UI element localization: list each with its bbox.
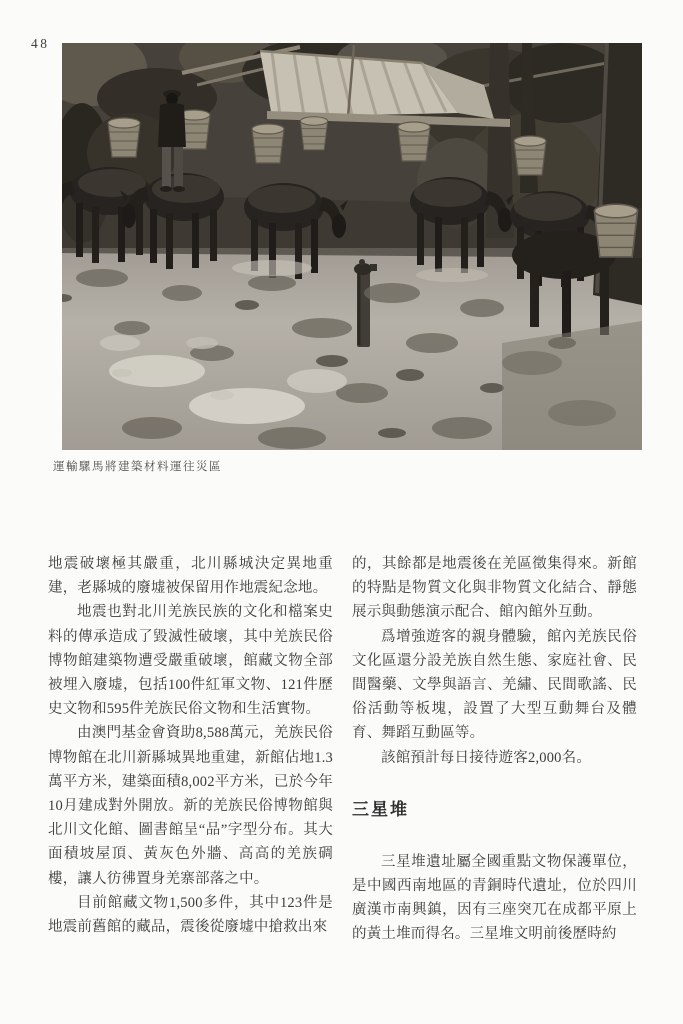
paragraph: 地震也對北川羌族民族的文化和檔案史料的傳承造成了毀滅性破壞，其中羌族民俗博物館建築物遭受嚴重破壞，館藏文物全部被埋入廢墟，包括100件紅軍文物、121件歷史文物和595件羌族民俗文物和生活實物。 (48, 604, 333, 718)
paragraph: 由澳門基金會資助8,588萬元，羌族民俗博物館在北川新縣城異地重建，新館佔地1.3萬平方米，建築面積8,002平方米，已於今年10月建成對外開放。新的羌族民俗博物館與北川文化館、圖書館呈“品”字型分布。其大面積坡屋頂、黃灰色外牆、高高的羌族碉樓，讓人彷彿置身羌寨部落之中。 (48, 725, 333, 887)
paragraph: 三星堆遺址屬全國重點文物保護單位，是中國西南地區的青銅時代遺址，位於四川廣漢市南興鎮，因有三座突兀在成都平原上的黃土堆而得名。三星堆文明前後歷時約 (352, 853, 637, 943)
photo-mule-caravan (62, 43, 642, 450)
paragraph: 該館預計每日接待遊客2,000名。 (381, 749, 592, 766)
paragraph: 爲增強遊客的親身體驗，館內羌族民俗文化區還分設羌族自然生態、家庭社會、民間醫藥、文學與語言、羌繡、民間歌謠、民俗活動等板塊，設置了大型互動舞台及體育、舞蹈互動區等。 (352, 628, 637, 742)
paragraph: 的，其餘都是地震後在羌區徵集得來。新館的特點是物質文化與非物質文化結合、靜態展示與動態演示配合、館內館外互動。 (352, 556, 637, 621)
paragraph: 地震破壞極其嚴重，北川縣城決定異地重建，老縣城的廢墟被保留用作地震紀念地。 (48, 556, 333, 597)
right-text-column (352, 552, 637, 947)
left-text-column (48, 552, 333, 939)
paragraph: 目前館藏文物1,500多件，其中123件是地震前舊館的藏品，震後從廢墟中搶救出來 (48, 894, 333, 936)
page-number: 48 (31, 36, 50, 51)
photo-illustration (62, 43, 642, 450)
section-heading-sanxingdui: 三星堆 (352, 799, 409, 819)
photo-caption: 運輸騾馬將建築材料運往災區 (53, 461, 222, 473)
